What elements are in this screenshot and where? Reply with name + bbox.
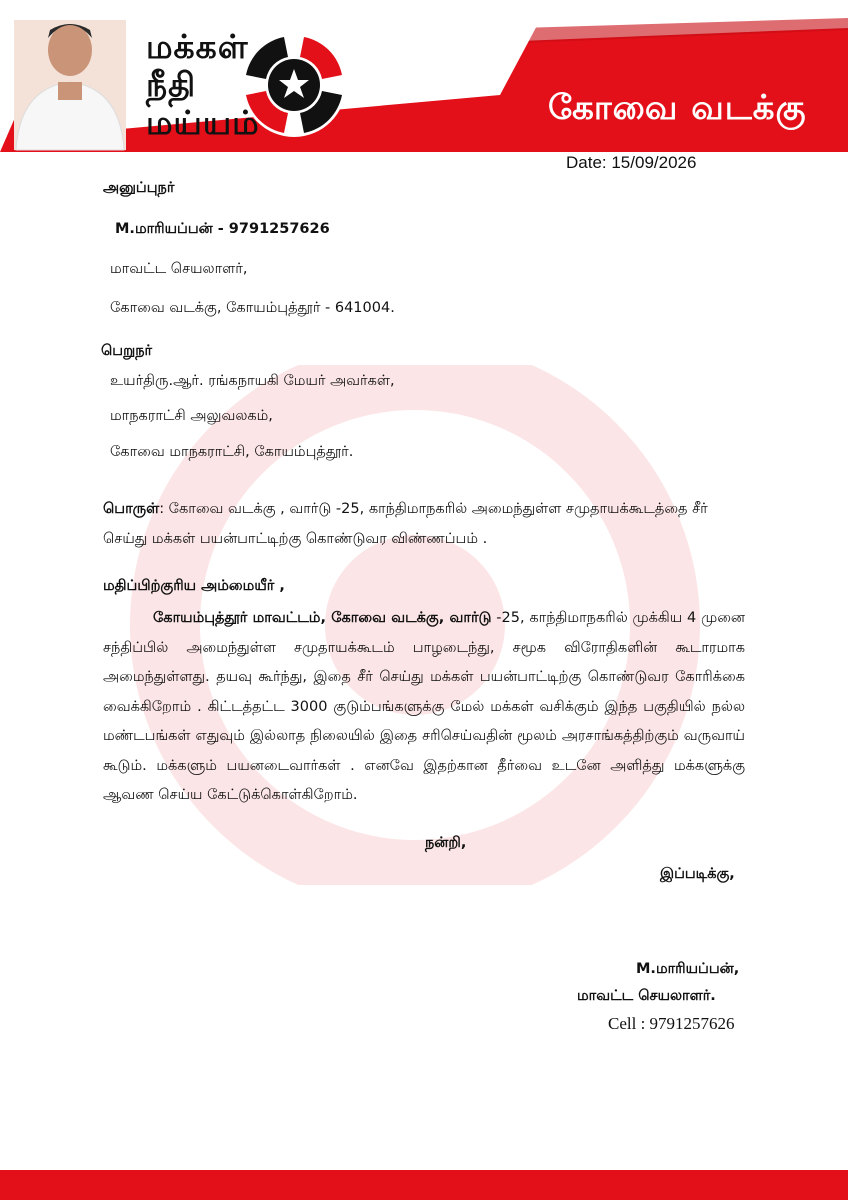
recipient-line-2: மாநகராட்சி அலுவலகம், (110, 408, 273, 424)
body-lead: கோயம்புத்தூர் மாவட்டம், கோவை வடக்கு, வார்டு (153, 610, 492, 626)
sender-address: கோவை வடக்கு, கோயம்புத்தூர் - 641004. (110, 300, 395, 316)
party-name-line-2: நீதி (146, 65, 197, 104)
signature-name: M.மாரியப்பன், (636, 961, 740, 977)
party-name-line-1: மக்கள் (146, 27, 249, 66)
recipient-line-3: கோவை மாநகராட்சி, கோயம்புத்தூர். (110, 444, 354, 460)
closing: இப்படிக்கு, (660, 866, 735, 882)
sender-designation: மாவட்ட செயலாளர், (110, 261, 248, 277)
salutation: மதிப்பிற்குரிய அம்மையீர் , (103, 578, 285, 594)
sender-heading: அனுப்புநர் (103, 180, 175, 196)
letterhead (0, 0, 848, 152)
signature-designation: மாவட்ட செயலாளர். (577, 988, 716, 1004)
signature-cell: Cell : 9791257626 (608, 1014, 735, 1033)
recipient-line-1: உயர்திரு.ஆர். ரங்கநாயகி மேயர் அவர்கள், (110, 373, 395, 389)
recipient-heading: பெறுநர் (101, 343, 153, 359)
body-text: -25, காந்திமாநகரில் முக்கிய 4 முனை சந்திப்பில் அமைந்துள்ள சமுதாயக்கூடம் பாழடைந்து, சமூக விரோதிகளின் கூடாரமாக அமைந்துள்ளது. தயவு கூர்ந்து, இதை சீர் செய்து மக்கள் பயன்பாட்டிற்கு கொண்டுவர கோரிக்கை வைக்கிறோம் . கிட்டத்தட்ட 3000 குடும்பங்களுக்கு மேல் மக்கள் வசிக்கும் இந்த பகுதியில் நல்ல மண்டபங்கள் எதுவும் இல்லாத நிலையில் இதை சரிசெய்வதின் மூலம் அரசாங்கத்திற்கும் வருவாய் கூடும். மக்களும் பயனடைவார்கள் . எனவே இதற்கான தீர்வை உடனே அளித்து மக்களுக்கு ஆவண செய்ய கேட்டுக்கொள்கிறோம். (103, 610, 745, 803)
letter-date: Date: 15/09/2026 (566, 153, 697, 172)
sender-name: M.மாரியப்பன் - 9791257626 (115, 221, 330, 237)
letter-body (103, 604, 745, 811)
party-name-line-3: மய்யம் (146, 103, 260, 142)
subject (103, 494, 745, 554)
constituency-title: கோவை வடக்கு (548, 88, 807, 128)
subject-label: பொருள் (103, 501, 160, 517)
party-name (146, 28, 260, 142)
footer-bar (0, 1170, 848, 1200)
thanks: நன்றி, (425, 835, 467, 851)
subject-text: : கோவை வடக்கு , வார்டு -25, காந்திமாநகரில் அமைந்துள்ள சமுதாயக்கூடத்தை சீர் செய்து மக்கள் பயன்பாட்டிற்கு கொண்டுவர விண்ணப்பம் . (103, 501, 708, 547)
leader-photo (14, 20, 126, 150)
